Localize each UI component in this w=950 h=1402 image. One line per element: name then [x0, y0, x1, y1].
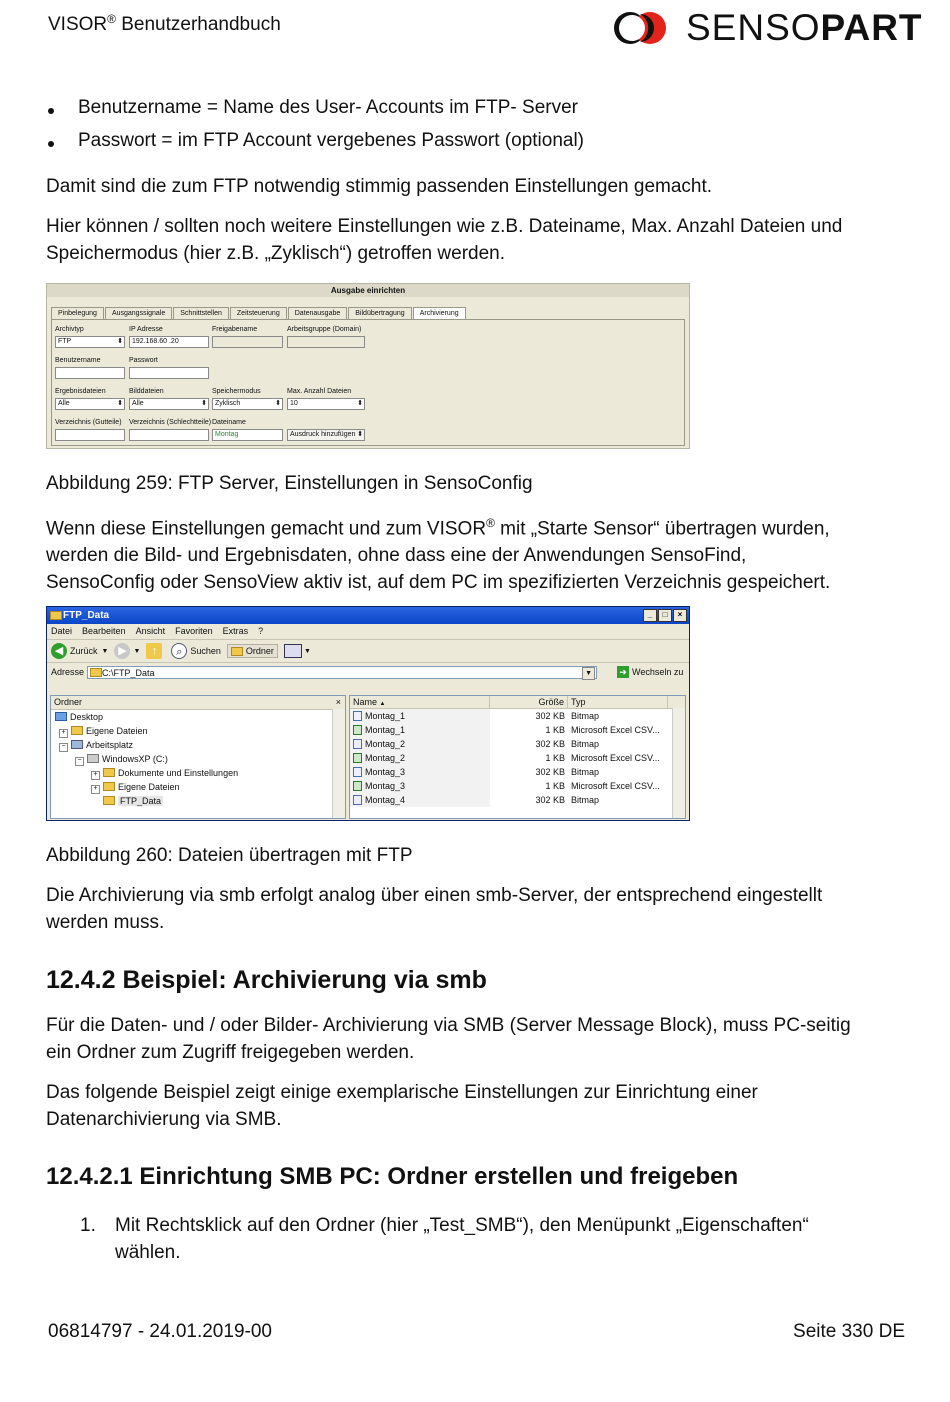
bullet-dot-icon — [48, 141, 54, 147]
footer-doc-number: 06814797 - 24.01.2019-00 — [48, 1321, 272, 1342]
sort-asc-icon: ▲ — [379, 701, 386, 707]
paragraph-line: werden muss. — [46, 912, 165, 933]
file-list-scrollbar[interactable] — [672, 708, 685, 818]
tab-zeitsteuerung[interactable]: Zeitsteuerung — [230, 307, 287, 320]
computer-icon — [71, 740, 83, 749]
tab-pinbelegung[interactable]: Pinbelegung — [51, 307, 104, 320]
logo-text-senso: SENSO — [686, 7, 821, 48]
folder-icon — [71, 726, 83, 735]
file-name-cell — [350, 779, 490, 793]
file-size: 1 KB — [545, 725, 565, 735]
views-button[interactable] — [284, 644, 311, 658]
folders-label: Ordner — [245, 646, 274, 656]
paragraph-line: Die Archivierung via smb erfolgt analog über einen smb-Server, der entsprechend eingestellt — [46, 885, 823, 906]
back-arrow-icon: ◀ — [51, 643, 67, 659]
paragraph-line — [46, 510, 830, 542]
ausdruck-hinzufuegen-button[interactable]: Ausdruck hinzufügen ⬍ — [287, 429, 365, 441]
chevron-down-icon: ▼ — [133, 647, 141, 655]
views-grid-icon — [284, 644, 302, 658]
window-controls — [642, 609, 687, 622]
tree-header — [51, 696, 345, 710]
label-benutzername: Benutzername — [55, 357, 101, 364]
step-line: Mit Rechtsklick auf den Ordner (hier „Test_SMB“), den Menüpunkt „Eigenschaften“ — [115, 1215, 809, 1236]
bullet-text: Passwort = im FTP Account vergebenes Passwort (optional) — [78, 130, 585, 151]
archivtyp-select[interactable]: FTP ⬍ — [55, 336, 125, 348]
expand-icon[interactable]: + — [91, 785, 100, 794]
figure-explorer-screenshot — [46, 606, 690, 821]
step-text — [115, 1212, 809, 1266]
file-name: Montag_3 — [365, 781, 406, 791]
tree-scrollbar[interactable] — [332, 709, 345, 818]
address-input[interactable] — [87, 666, 597, 679]
tree-item-label: Dokumente und Einstellungen — [118, 768, 239, 778]
registered-mark: ® — [486, 516, 495, 530]
close-button[interactable]: × — [673, 609, 687, 622]
folder-icon — [50, 611, 62, 620]
chevron-down-icon: ▼ — [101, 647, 109, 655]
file-size: 302 KB — [535, 711, 565, 721]
paragraph — [46, 882, 822, 936]
figure-caption: Abbildung 260: Dateien übertragen mit FTP — [46, 845, 413, 866]
file-name-cell — [350, 793, 490, 807]
tree-item-label: Arbeitsplatz — [86, 740, 134, 750]
dialog-title: Ausgabe einrichten — [47, 284, 689, 297]
archivierung-panel — [51, 319, 685, 446]
file-type: Bitmap — [571, 739, 600, 749]
close-icon[interactable]: × — [335, 697, 341, 707]
csv-file-icon — [353, 725, 362, 735]
file-type: Bitmap — [571, 767, 600, 777]
paragraph-line: werden die Bild- und Ergebnisdaten, ohne dass eine der Anwendungen SensoFind, — [46, 545, 747, 567]
tree-item-label: Eigene Dateien — [118, 782, 180, 792]
subsection-heading: 12.4.2.1 Einrichtung SMB PC: Ordner erstellen und freigeben — [46, 1163, 739, 1190]
dateiname-input[interactable]: Montag — [212, 429, 283, 441]
file-name-cell — [350, 737, 490, 751]
paragraph: Damit sind die zum FTP notwendig stimmig passenden Einstellungen gemacht. — [46, 176, 713, 197]
table-row[interactable] — [350, 737, 685, 751]
back-button[interactable] — [51, 643, 108, 659]
folder-tree-pane — [50, 695, 346, 819]
benutzername-input[interactable] — [55, 367, 125, 379]
header-title-rest: Benutzerhandbuch — [115, 14, 281, 35]
address-bar — [47, 663, 689, 681]
sensopart-logo — [612, 7, 923, 48]
paragraph-line: Für die Daten- und / oder Bilder- Archivierung via SMB (Server Message Block), muss PC-seitig — [46, 1015, 851, 1036]
menu-bearbeiten[interactable]: Bearbeiten — [82, 626, 126, 636]
expand-icon[interactable]: + — [59, 729, 68, 738]
file-name: Montag_3 — [365, 767, 406, 777]
desktop-icon — [55, 712, 67, 721]
folders-button[interactable] — [227, 644, 278, 658]
window-titlebar — [47, 607, 689, 624]
figure-sensoconfig-screenshot — [46, 283, 690, 449]
logo-circles-icon — [612, 8, 672, 48]
file-name: Montag_2 — [365, 739, 406, 749]
table-row[interactable] — [350, 793, 685, 807]
file-name: Montag_1 — [365, 725, 406, 735]
registered-mark: ® — [107, 12, 116, 26]
column-name[interactable] — [350, 696, 490, 708]
tab-datenausgabe[interactable]: Datenausgabe — [288, 307, 348, 320]
label-archivtyp: Archivtyp — [55, 326, 84, 333]
address-value: C:\FTP_Data — [102, 667, 155, 678]
tree-item-label: FTP_Data — [120, 796, 162, 806]
up-button[interactable] — [146, 643, 165, 659]
label-verzeichnis-schlecht: Verzeichnis (Schlechtteile) — [129, 419, 212, 426]
menu-favoriten[interactable]: Favoriten — [175, 626, 213, 636]
bitmap-file-icon — [353, 767, 362, 777]
file-rows — [350, 709, 685, 807]
bullet-text: Benutzername = Name des User- Accounts im FTP- Server — [78, 97, 578, 118]
folder-up-icon: ↑ — [146, 643, 162, 659]
table-row[interactable] — [350, 723, 685, 737]
label-ip: IP Adresse — [129, 326, 163, 333]
bitmap-file-icon — [353, 739, 362, 749]
tree-item-label: Eigene Dateien — [86, 726, 148, 736]
collapse-icon[interactable]: − — [59, 743, 68, 752]
tree-item-desktop[interactable] — [55, 711, 103, 723]
tree-item-eigene-dateien-c[interactable] — [91, 781, 180, 794]
search-icon: ⌕ — [171, 643, 187, 659]
file-size: 302 KB — [535, 795, 565, 805]
tree-header-label: Ordner — [54, 697, 83, 707]
ip-address-input[interactable]: 192.168.60 .20 — [129, 336, 209, 348]
tab-archivierung[interactable]: Archivierung — [413, 307, 466, 320]
speichermodus-select[interactable]: Zyklisch ⬍ — [212, 398, 283, 410]
header-title-visor: VISOR — [48, 14, 108, 35]
arbeitsgruppe-input[interactable] — [287, 336, 365, 348]
menu-datei[interactable]: Datei — [51, 626, 73, 636]
search-button[interactable] — [171, 643, 221, 659]
csv-file-icon — [353, 753, 362, 763]
table-row[interactable] — [350, 709, 685, 723]
file-size: 1 KB — [545, 781, 565, 791]
label-speichermodus: Speichermodus — [212, 388, 261, 395]
column-size[interactable]: Größe — [490, 696, 568, 708]
file-type: Microsoft Excel CSV... — [571, 725, 660, 735]
bullet-dot-icon — [48, 108, 54, 114]
label-arbeitsgruppe: Arbeitsgruppe (Domain) — [287, 326, 362, 333]
folder-icon — [103, 782, 115, 791]
file-list-pane — [349, 695, 686, 819]
ergebnisdateien-select[interactable]: Alle ⬍ — [55, 398, 125, 410]
minimize-button[interactable]: _ — [643, 609, 657, 622]
tab-bilduebertragung[interactable]: Bildübertragung — [348, 307, 411, 320]
folder-icon — [231, 647, 243, 656]
file-size: 302 KB — [535, 739, 565, 749]
file-name-cell — [350, 765, 490, 779]
column-name-label: Name — [353, 697, 378, 707]
window-title: FTP_Data — [63, 610, 110, 621]
search-label: Suchen — [190, 646, 221, 656]
maximize-button[interactable]: □ — [658, 609, 672, 622]
paragraph — [46, 1012, 851, 1066]
csv-file-icon — [353, 781, 362, 791]
label-ergebnisdateien: Ergebnisdateien — [55, 388, 106, 395]
tree-item-drive-c[interactable] — [75, 753, 168, 766]
tree-item-dokumente[interactable] — [91, 767, 238, 780]
paragraph-line: Datenarchivierung via SMB. — [46, 1109, 282, 1130]
paragraph-line: ein Ordner zum Zugriff freigegeben werden. — [46, 1042, 415, 1063]
file-name-cell — [350, 751, 490, 765]
paragraph — [46, 213, 842, 267]
footer-page-number: Seite 330 DE — [793, 1321, 905, 1342]
menu-extras[interactable]: Extras — [222, 626, 249, 636]
paragraph-line: SensoConfig oder SensoView aktiv ist, auf dem PC im spezifizierten Verzeichnis gespeichert. — [46, 572, 831, 594]
folder-icon — [103, 768, 115, 777]
figure-caption: Abbildung 259: FTP Server, Einstellungen in SensoConfig — [46, 473, 533, 494]
go-label: Wechseln zu — [632, 667, 684, 677]
menu-help[interactable]: ? — [258, 626, 264, 636]
label-passwort: Passwort — [129, 357, 158, 364]
menu-bar — [47, 624, 689, 640]
paragraph-line: Das folgende Beispiel zeigt einige exemplarische Einstellungen zur Einrichtung einer — [46, 1082, 758, 1103]
text-span: mit „Starte Sensor“ übertragen wurden, — [494, 518, 830, 540]
table-row[interactable] — [350, 779, 685, 793]
bilddateien-select[interactable]: Alle ⬍ — [129, 398, 209, 410]
file-type: Bitmap — [571, 795, 600, 805]
file-name: Montag_1 — [365, 711, 406, 721]
label-dateiname: Dateiname — [212, 419, 246, 426]
tree-item-arbeitsplatz[interactable] — [59, 739, 133, 752]
text-span: Wenn diese Einstellungen gemacht und zum VISOR — [46, 518, 487, 540]
folder-icon — [90, 668, 102, 677]
label-bilddateien: Bilddateien — [129, 388, 164, 395]
tree-item-ftp-data[interactable] — [103, 795, 163, 807]
header-title — [48, 14, 281, 36]
collapse-icon[interactable]: − — [75, 757, 84, 766]
tree-item-label: Desktop — [70, 712, 104, 722]
file-size: 302 KB — [535, 767, 565, 777]
tree-item-eigene-dateien[interactable] — [59, 725, 148, 738]
logo-text-part: PART — [820, 7, 923, 48]
tab-ausgangssignale[interactable]: Ausgangssignale — [105, 307, 172, 320]
file-name: Montag_4 — [365, 795, 406, 805]
table-row[interactable] — [350, 751, 685, 765]
passwort-input[interactable] — [129, 367, 209, 379]
expand-icon[interactable]: + — [91, 771, 100, 780]
paragraph-line: Hier können / sollten noch weitere Einstellungen wie z.B. Dateiname, Max. Anzahl Dateien und — [46, 216, 843, 237]
file-type: Bitmap — [571, 711, 600, 721]
drive-icon — [87, 754, 99, 763]
chevron-down-icon: ▼ — [303, 647, 311, 655]
step-number: 1. — [80, 1215, 96, 1236]
column-type[interactable]: Typ — [568, 696, 668, 708]
label-verzeichnis-gut: Verzeichnis (Gutteile) — [55, 419, 122, 426]
verzeichnis-schlecht-input[interactable] — [129, 429, 209, 441]
logo-text — [686, 8, 923, 48]
file-type: Microsoft Excel CSV... — [571, 781, 660, 791]
toolbar — [47, 640, 689, 663]
paragraph — [46, 1079, 758, 1133]
chevron-down-icon[interactable]: ▼ — [582, 667, 595, 680]
freigabename-input[interactable] — [212, 336, 283, 348]
paragraph-line: Speichermodus (hier z.B. „Zyklisch“) getroffen werden. — [46, 243, 505, 264]
verzeichnis-gut-input[interactable] — [55, 429, 125, 441]
menu-ansicht[interactable]: Ansicht — [135, 626, 166, 636]
file-name-cell — [350, 723, 490, 737]
go-arrow-icon: ➜ — [617, 666, 629, 678]
forward-button[interactable] — [114, 643, 140, 659]
go-button[interactable] — [617, 666, 683, 678]
address-label: Adresse — [51, 667, 85, 677]
forward-arrow-icon: ▶ — [114, 643, 130, 659]
tab-schnittstellen[interactable]: Schnittstellen — [173, 307, 229, 320]
label-freigabename: Freigabename — [212, 326, 258, 333]
file-name-cell — [350, 709, 490, 723]
folder-open-icon — [103, 796, 115, 805]
bitmap-file-icon — [353, 795, 362, 805]
back-label: Zurück — [70, 646, 98, 656]
step-line: wählen. — [115, 1242, 181, 1263]
paragraph — [46, 510, 830, 596]
tree-item-label: WindowsXP (C:) — [102, 754, 168, 764]
bitmap-file-icon — [353, 711, 362, 721]
file-name: Montag_2 — [365, 753, 406, 763]
file-list-header — [350, 696, 685, 709]
label-max-anzahl: Max. Anzahl Dateien — [287, 388, 352, 395]
max-anzahl-stepper[interactable]: 10 ⬍ — [287, 398, 365, 410]
table-row[interactable] — [350, 765, 685, 779]
file-type: Microsoft Excel CSV... — [571, 753, 660, 763]
file-size: 1 KB — [545, 753, 565, 763]
section-heading: 12.4.2 Beispiel: Archivierung via smb — [46, 966, 487, 994]
